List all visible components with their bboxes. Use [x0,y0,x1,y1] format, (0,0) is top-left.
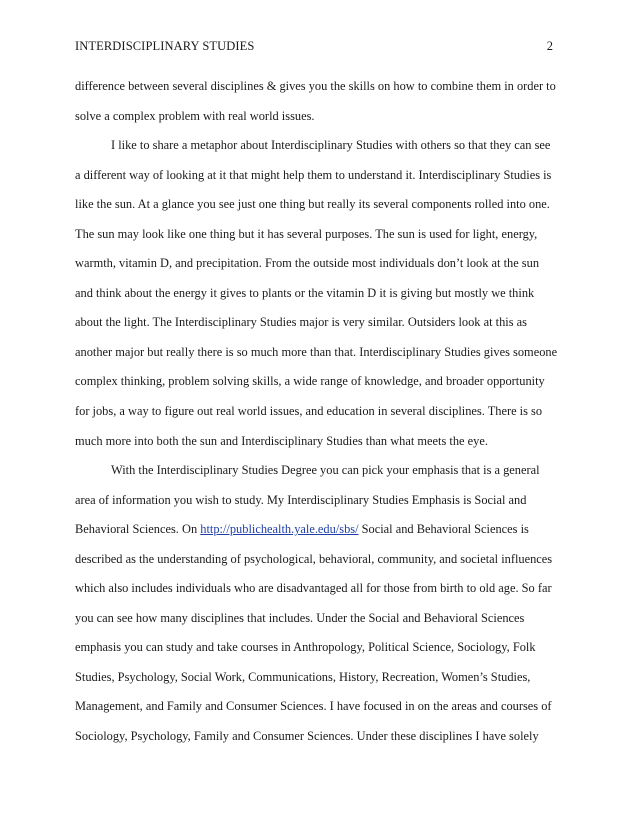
text-line: solve a complex problem with real world issues. [75,108,315,123]
text-line: you can see how many disciplines that includes. Under the Social and Behavioral Sciences [75,610,525,625]
text-line: much more into both the sun and Interdisciplinary Studies than what meets the eye. [75,433,488,448]
text-line: like the sun. At a glance you see just one thing but really its several components rolled into one. [75,197,550,212]
text-line: Management, and Family and Consumer Sciences. I have focused in on the areas and courses of [75,699,552,714]
text-line: another major but really there is so much more than that. Interdisciplinary Studies gives someone [75,344,558,359]
text-line: difference between several disciplines & gives you the skills on how to combine them in order to [75,79,556,93]
text-line-with-link [75,515,565,545]
text-line: which also includes individuals who are disadvantaged all for those from birth to old age. So far [75,581,552,596]
page-number: 2 [546,39,553,53]
paragraph-first-line: With the Interdisciplinary Studies Degree you can pick your emphasis that is a general [111,463,540,478]
text-line: complex thinking, problem solving skills, a wide range of knowledge, and broader opportunity [75,374,545,389]
source-link[interactable]: http://publichealth.yale.edu/sbs/ [200,522,359,537]
text-line: Sociology, Psychology, Family and Consumer Sciences. Under these disciplines I have solely [75,729,539,744]
text-line: and think about the energy it gives to plants or the vitamin D it is giving but mostly we think [75,285,535,300]
link-line-after: Social and Behavioral Sciences is [358,522,529,537]
text-line: for jobs, a way to figure out real world issues, and education in several disciplines. There is so [75,404,543,419]
text-line: Studies, Psychology, Social Work, Communications, History, Recreation, Women’s Studies, [75,669,531,684]
text-line: area of information you wish to study. My Interdisciplinary Studies Emphasis is Social and [75,492,527,507]
text-line: described as the understanding of psychological, behavioral, community, and societal influences [75,551,553,566]
link-line-before: Behavioral Sciences. On [75,522,201,537]
text-line: warmth, vitamin D, and precipitation. From the outside most individuals don’t look at the sun [75,256,540,271]
text-line: emphasis you can study and take courses in Anthropology, Political Science, Sociology, Folk [75,640,536,655]
running-head-title: INTERDISCIPLINARY STUDIES [75,39,255,53]
text-line: about the light. The Interdisciplinary Studies major is very similar. Outsiders look at this as [75,315,527,330]
paragraph-first-line: I like to share a metaphor about Interdisciplinary Studies with others so that they can see [111,138,551,153]
body-text [75,72,565,752]
text-line: a different way of looking at it that might help them to understand it. Interdisciplinary Studies is [75,167,552,182]
text-line: The sun may look like one thing but it has several purposes. The sun is used for light, energy, [75,226,538,241]
running-head [75,37,563,55]
